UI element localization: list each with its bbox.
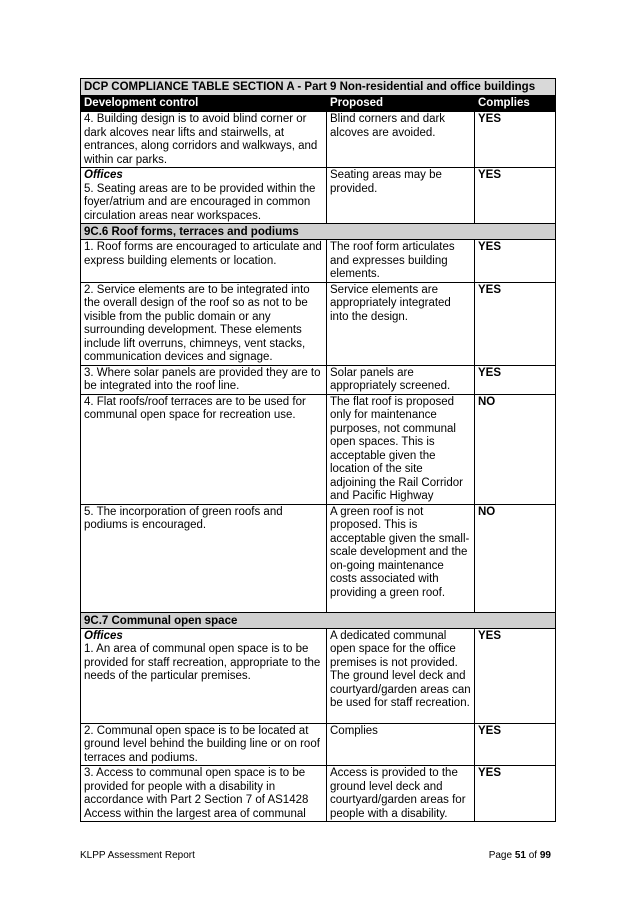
complies-cell: YES xyxy=(475,628,556,723)
control-cell: 3. Where solar panels are provided they are to be integrated into the roof line. xyxy=(81,365,327,394)
control-cell: 3. Access to communal open space is to be provided for people with a disability in accordance with Part 2 Section 7 of AS1428 Access within the largest area of communal xyxy=(81,766,327,822)
complies-cell: NO xyxy=(475,504,556,612)
page-mid: of xyxy=(525,850,540,861)
complies-cell: YES xyxy=(475,282,556,365)
header-complies: Complies xyxy=(475,96,556,112)
complies-cell: YES xyxy=(475,365,556,394)
subheading: Offices xyxy=(84,629,123,642)
table-header-row xyxy=(81,96,556,112)
subheading: Offices xyxy=(84,169,123,181)
proposed-cell: A green roof is not proposed. This is acceptable given the small-scale development and the on-going maintenance costs associated with providing a green roof. xyxy=(327,504,475,612)
complies-cell: YES xyxy=(475,168,556,224)
table-row xyxy=(81,112,556,168)
table-row xyxy=(81,723,556,766)
proposed-cell: Seating areas may be provided. xyxy=(327,168,475,224)
footer-report-name: KLPP Assessment Report xyxy=(80,850,195,861)
complies-cell: YES xyxy=(475,240,556,283)
control-cell xyxy=(81,168,327,224)
control-cell: 4. Building design is to avoid blind corner or dark alcoves near lifts and stairwells, at entrances, along corridors and walkways, and within car parks. xyxy=(81,112,327,168)
section-row xyxy=(81,224,556,240)
table-title: DCP COMPLIANCE TABLE SECTION A - Part 9 Non-residential and office buildings xyxy=(81,79,556,96)
complies-cell: YES xyxy=(475,766,556,822)
section-heading: 9C.6 Roof forms, terraces and podiums xyxy=(81,224,556,240)
header-development-control: Development control xyxy=(81,96,327,112)
table-row xyxy=(81,282,556,365)
proposed-cell: The flat roof is proposed only for maintenance purposes, not communal open spaces. This is acceptable given the location of the site adjoining the Rail Corridor and Pacific Highway xyxy=(327,394,475,504)
table-row xyxy=(81,365,556,394)
control-cell: 1. Roof forms are encouraged to articulate and express building elements or location. xyxy=(81,240,327,283)
control-text: 5. Seating areas are to be provided within the foyer/atrium and are encouraged in common circulation areas near workspaces. xyxy=(84,182,316,222)
table-row xyxy=(81,504,556,612)
control-text: 1. An area of communal open space is to be provided for staff recreation, appropriate to the needs of the particular premises. xyxy=(84,643,321,682)
section-heading: 9C.7 Communal open space xyxy=(81,612,556,628)
table-row xyxy=(81,394,556,504)
section-row xyxy=(81,612,556,628)
control-cell: 2. Communal open space is to be located at ground level behind the building line or on roof terraces and podiums. xyxy=(81,723,327,766)
proposed-cell: Blind corners and dark alcoves are avoided. xyxy=(327,112,475,168)
compliance-table xyxy=(80,78,556,822)
proposed-cell: The roof form articulates and expresses building elements. xyxy=(327,240,475,283)
control-cell: 2. Service elements are to be integrated into the overall design of the roof so as not to be visible from the public domain or any surrounding development. These elements include lift overruns, chimneys, vent stacks, communication devices and signage. xyxy=(81,282,327,365)
table-row xyxy=(81,240,556,283)
table-row xyxy=(81,168,556,224)
proposed-cell: A dedicated communal open space for the office premises is not provided. The ground level deck and courtyard/garden areas can be used for staff recreation. xyxy=(327,628,475,723)
control-cell xyxy=(81,628,327,723)
proposed-cell: Service elements are appropriately integrated into the design. xyxy=(327,282,475,365)
proposed-cell: Complies xyxy=(327,723,475,766)
table-row xyxy=(81,628,556,723)
footer-page-number xyxy=(489,850,551,861)
complies-cell: YES xyxy=(475,723,556,766)
page-prefix: Page xyxy=(488,850,515,861)
table-row xyxy=(81,766,556,822)
header-proposed: Proposed xyxy=(327,96,475,112)
complies-cell: NO xyxy=(475,394,556,504)
proposed-cell: Solar panels are appropriately screened. xyxy=(327,365,475,394)
table-title-row xyxy=(81,79,556,96)
page-total: 99 xyxy=(539,850,551,861)
page-current: 51 xyxy=(514,850,526,861)
control-cell: 4. Flat roofs/roof terraces are to be used for communal open space for recreation use. xyxy=(81,394,327,504)
control-cell: 5. The incorporation of green roofs and podiums is encouraged. xyxy=(81,504,327,612)
proposed-cell: Access is provided to the ground level deck and courtyard/garden areas for people with a disability. xyxy=(327,766,475,822)
complies-cell: YES xyxy=(475,112,556,168)
